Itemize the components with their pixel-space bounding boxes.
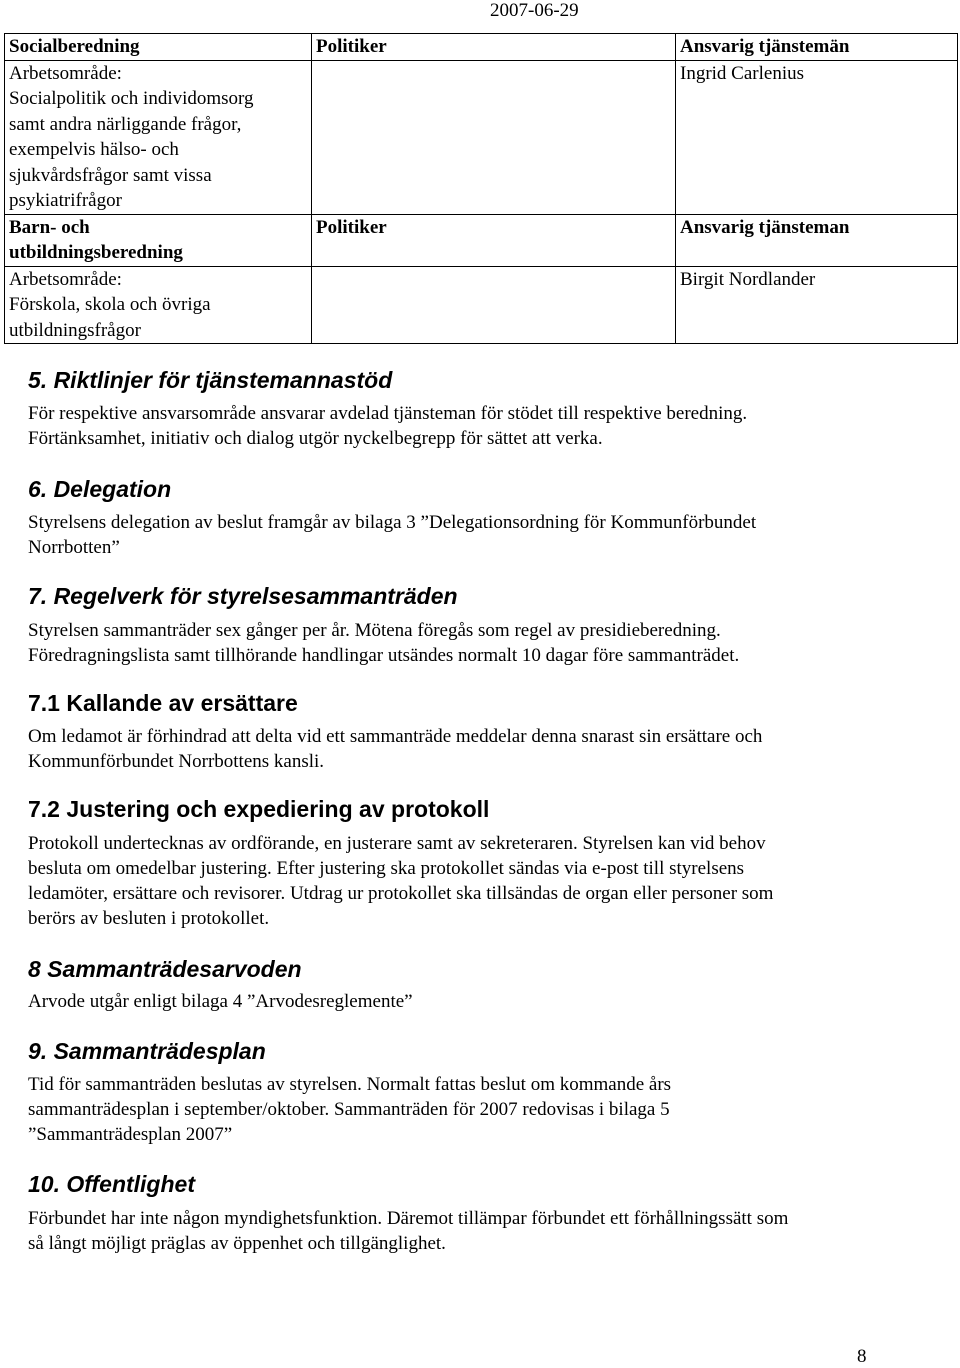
body-line: Föredragningslista samt tillhörande handlingar utsändes normalt 10 dagar före sammanträdet. bbox=[28, 645, 740, 666]
work-area-label: Arbetsområde: bbox=[9, 268, 122, 290]
body-line: Förtänksamhet, initiativ och dialog utgör nyckelbegrepp för sättet att verka. bbox=[28, 428, 603, 449]
section-9-body bbox=[28, 1072, 933, 1147]
section-10-heading: 10. Offentlighet bbox=[28, 1171, 195, 1197]
section-5-heading: 5. Riktlinjer för tjänstemannastöd bbox=[28, 367, 393, 393]
table-row bbox=[5, 60, 958, 214]
body-line: Styrelsens delegation av beslut framgår av bilaga 3 ”Delegationsordning för Kommunförbundet bbox=[28, 512, 757, 533]
section-7-1-heading: 7.1 Kallande av ersättare bbox=[28, 690, 298, 716]
committee-name-line: Barn- och bbox=[9, 216, 90, 238]
section-8-heading: 8 Sammanträdesarvoden bbox=[28, 956, 302, 982]
official-name-cell: Ingrid Carlenius bbox=[676, 60, 958, 214]
table-row bbox=[5, 34, 958, 61]
committee-social-heading: Socialberedning bbox=[5, 34, 312, 61]
body-line: Protokoll undertecknas av ordförande, en justerare samt av sekreteraren. Styrelsen kan vid behov bbox=[28, 833, 766, 854]
body-line: besluta om omedelbar justering. Efter justering ska protokollet sändas via e-post till styrelsens bbox=[28, 858, 745, 879]
section-7-body bbox=[28, 618, 933, 668]
body-line: För respektive ansvarsområde ansvarar avdelad tjänsteman för stödet till respektive beredning. bbox=[28, 403, 748, 424]
section-8-body bbox=[28, 989, 933, 1014]
work-area-text: Förskola, skola och övriga bbox=[9, 294, 211, 315]
empty-politician-cell bbox=[312, 60, 676, 214]
empty-politician-cell bbox=[312, 266, 676, 344]
work-area-text: samt andra närliggande frågor, bbox=[9, 113, 242, 135]
work-area-text: sjukvårdsfrågor samt vissa bbox=[9, 164, 212, 186]
body-line: Norrbotten” bbox=[28, 537, 120, 558]
body-line: sammanträdesplan i september/oktober. Sammanträden för 2007 redovisas i bilaga 5 bbox=[28, 1099, 670, 1120]
body-line: berörs av besluten i protokollet. bbox=[28, 908, 270, 929]
section-7-heading: 7. Regelverk för styrelsesammanträden bbox=[28, 583, 458, 609]
body-line: Förbundet har inte någon myndighetsfunktion. Däremot tillämpar förbundet ett förhållningssätt som bbox=[28, 1208, 789, 1229]
section-7-1-body bbox=[28, 724, 933, 774]
table-row bbox=[5, 266, 958, 344]
responsibility-table bbox=[4, 33, 958, 344]
official-heading: Ansvarig tjänstemän bbox=[676, 34, 958, 61]
body-line: Om ledamot är förhindrad att delta vid ett sammanträde meddelar denna snarast sin ersättare och bbox=[28, 726, 763, 747]
body-line: ”Sammanträdesplan 2007” bbox=[28, 1124, 233, 1145]
body-line: Tid för sammanträden beslutas av styrelsen. Normalt fattas beslut om kommande års bbox=[28, 1074, 672, 1095]
body-line: ledamöter, ersättare och revisorer. Utdrag ur protokollet ska tillsändas de organ eller personer som bbox=[28, 883, 774, 904]
section-7-2-heading: 7.2 Justering och expediering av protokoll bbox=[28, 796, 490, 822]
body-line: Styrelsen sammanträder sex gånger per år. Mötena föregås som regel av presidieberedning. bbox=[28, 620, 721, 641]
section-10-body bbox=[28, 1206, 933, 1256]
section-6-body bbox=[28, 510, 933, 560]
official-heading: Ansvarig tjänsteman bbox=[676, 214, 958, 266]
official-name-cell: Birgit Nordlander bbox=[676, 266, 958, 344]
work-area-text: exempelvis hälso- och bbox=[9, 139, 179, 160]
body-line: så långt möjligt präglas av öppenhet och tillgänglighet. bbox=[28, 1233, 446, 1254]
section-5-body bbox=[28, 401, 933, 451]
section-6-heading: 6. Delegation bbox=[28, 476, 172, 502]
header-date: 2007-06-29 bbox=[490, 0, 579, 21]
work-area-label: Arbetsområde: bbox=[9, 62, 122, 84]
section-9-heading: 9. Sammanträdesplan bbox=[28, 1038, 266, 1064]
body-line: Arvode utgår enligt bilaga 4 ”Arvodesreglemente” bbox=[28, 991, 413, 1012]
work-area-text: utbildningsfrågor bbox=[9, 319, 141, 341]
committee-name-line: utbildningsberedning bbox=[9, 242, 183, 263]
body-line: Kommunförbundet Norrbottens kansli. bbox=[28, 751, 325, 772]
social-work-area-cell bbox=[5, 60, 312, 214]
education-work-area-cell bbox=[5, 266, 312, 344]
work-area-text: Socialpolitik och individomsorg bbox=[9, 88, 254, 109]
table-row bbox=[5, 214, 958, 266]
politician-heading: Politiker bbox=[312, 214, 676, 266]
page-number: 8 bbox=[857, 1346, 867, 1367]
committee-education-heading bbox=[5, 214, 312, 266]
work-area-text: psykiatrifrågor bbox=[9, 190, 122, 211]
politician-heading: Politiker bbox=[312, 34, 676, 61]
section-7-2-body bbox=[28, 831, 933, 931]
